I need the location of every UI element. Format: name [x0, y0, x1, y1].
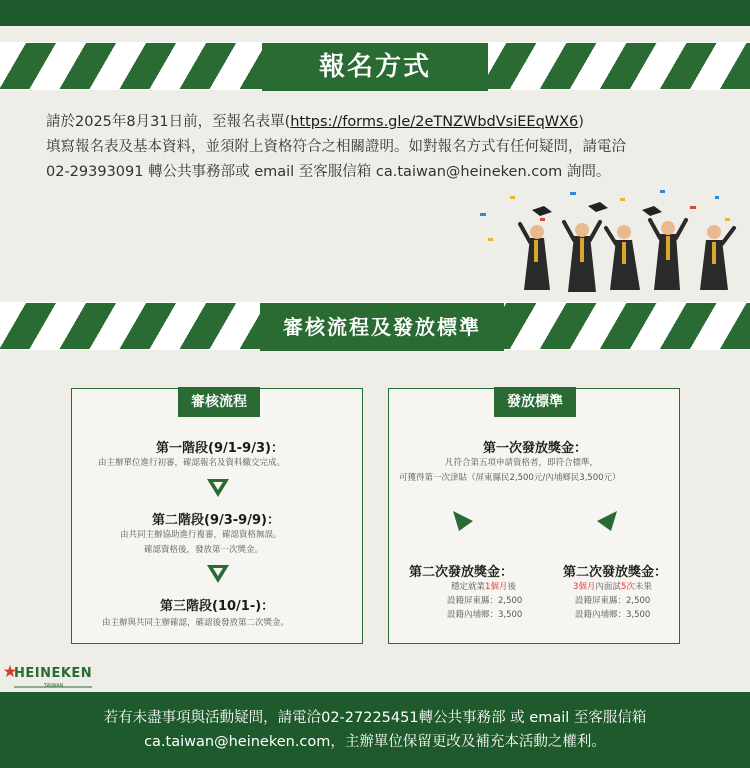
- condition-text: 後: [507, 582, 516, 592]
- condition-highlight: 1個月: [485, 582, 508, 592]
- stage-2-desc-2: 確認資格後，發放第一次獎金。: [144, 545, 264, 555]
- section-title: 審核流程及發放標準: [260, 303, 504, 351]
- section-banner-registration: [0, 42, 750, 90]
- down-right-arrow-icon: [593, 507, 619, 533]
- intro-text: ): [578, 114, 584, 130]
- review-process-panel: [71, 388, 363, 644]
- condition-highlight: 5次: [620, 582, 635, 592]
- first-payout-title: 第一次發放獎金：: [483, 441, 588, 456]
- footer-line-1: 若有未盡事項與活動疑問，請電洽02-27225451轉公共事務部 或 email 至客服信箱: [103, 710, 647, 726]
- second-payout-condition-left: [451, 580, 516, 594]
- registration-form-link[interactable]: https://forms.gle/2eTNZWbdVsiEEqWX6: [290, 114, 579, 130]
- second-payout-title-right: 第二次發放獎金：: [563, 565, 668, 580]
- intro-line-2: 填寫報名表及基本資料，並須附上資格符合之相關證明。如對報名方式有任何疑問，請電洽: [46, 139, 626, 155]
- logo-sub: TAIWAN: [44, 683, 64, 689]
- panel-tag: 審核流程: [178, 387, 260, 417]
- condition-text: 穩定就業: [451, 582, 486, 592]
- second-payout-pingtung-left: 設籍屏東縣：2,500: [447, 596, 523, 606]
- section-title: 報名方式: [262, 43, 488, 91]
- condition-text: 未果: [634, 582, 652, 592]
- stage-2-title: 第二階段(9/3-9/9)：: [152, 513, 280, 528]
- graduates-illustration: [470, 188, 748, 300]
- footer: [0, 692, 750, 768]
- second-payout-title-left: 第二次發放獎金：: [409, 565, 514, 580]
- stage-1-desc: 由主辦單位進行初審，確認報名及資料繳交完成。: [98, 458, 286, 468]
- logo-brand: HEINEKEN: [14, 666, 93, 681]
- second-payout-condition-right: [573, 580, 652, 594]
- registration-info: [46, 110, 726, 185]
- payout-standard-panel: [388, 388, 680, 644]
- down-arrow-icon: [205, 561, 231, 587]
- second-payout-neipu-left: 設籍內埔鄉：3,500: [447, 610, 523, 620]
- stage-3-title: 第三階段(10/1-)：: [160, 599, 275, 614]
- panel-tag: 發放標準: [494, 387, 576, 417]
- second-payout-pingtung-right: 設籍屏東縣：2,500: [575, 596, 651, 606]
- first-payout-desc-1: 凡符合第五項申請資格者，即符合標準，: [445, 458, 599, 468]
- stage-3-desc: 由主辦與共同主辦確認，確認後發放第二次獎金。: [102, 618, 290, 628]
- first-payout-desc-2: 可獲得第一次津貼（屏東縣民2,500元/內埔鄉民3,500元）: [399, 473, 621, 483]
- down-left-arrow-icon: [451, 507, 477, 533]
- intro-text: 請於2025年8月31日前，至報名表單(: [46, 114, 291, 130]
- section-banner-review: [0, 302, 750, 350]
- condition-text: 內面試: [595, 582, 621, 592]
- down-arrow-icon: [205, 475, 231, 501]
- second-payout-neipu-right: 設籍內埔鄉：3,500: [575, 610, 651, 620]
- intro-line-1: [46, 110, 726, 135]
- condition-highlight: 3個月: [573, 582, 596, 592]
- stage-2-desc-1: 由共同主辦協助進行複審，確認資格無誤。: [120, 530, 282, 540]
- stage-1-title: 第一階段(9/1-9/3)：: [156, 441, 284, 456]
- top-bar: [0, 0, 750, 26]
- intro-line-3: 02-29393091 轉公共事務部或 email 至客服信箱 ca.taiwan@heineken.com 詢問。: [46, 164, 611, 180]
- footer-line-2: ca.taiwan@heineken.com，主辦單位保留更改及補充本活動之權利。: [144, 734, 606, 750]
- heineken-logo: [4, 662, 104, 690]
